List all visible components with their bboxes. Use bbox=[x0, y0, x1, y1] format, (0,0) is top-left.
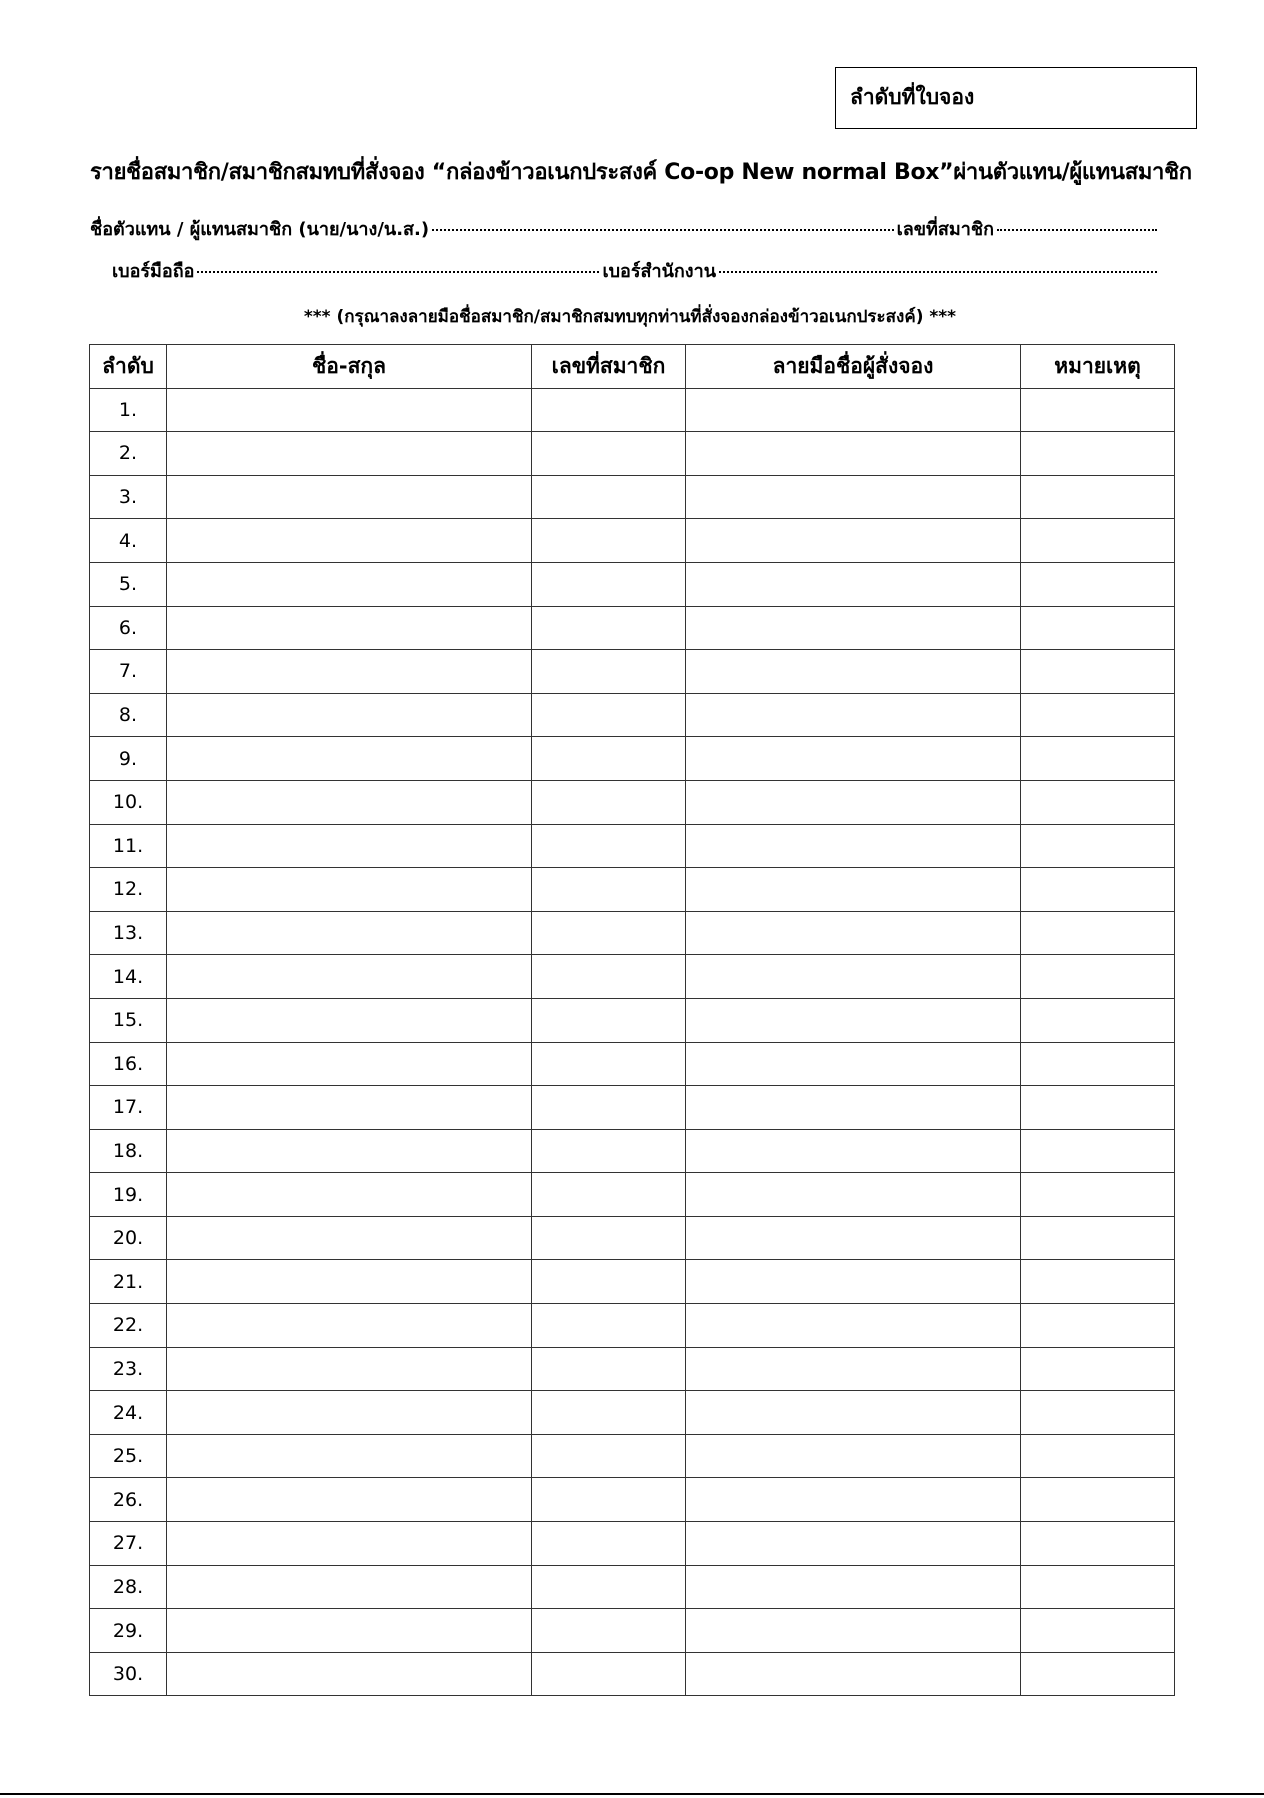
table-row bbox=[90, 606, 1175, 650]
table-row bbox=[90, 1434, 1175, 1478]
signature-cell[interactable] bbox=[686, 868, 1021, 912]
name-cell[interactable] bbox=[167, 1042, 532, 1086]
name-cell[interactable] bbox=[167, 693, 532, 737]
row-number: 20. bbox=[90, 1216, 167, 1260]
row-number: 7. bbox=[90, 650, 167, 694]
member-number-cell[interactable] bbox=[532, 1347, 686, 1391]
name-cell[interactable] bbox=[167, 1652, 532, 1696]
agent-info-line bbox=[90, 214, 1160, 243]
member-number-field[interactable] bbox=[997, 228, 1157, 231]
member-number-cell[interactable] bbox=[532, 519, 686, 563]
name-cell[interactable] bbox=[167, 1260, 532, 1304]
name-cell[interactable] bbox=[167, 432, 532, 476]
signature-cell[interactable] bbox=[686, 519, 1021, 563]
table-row bbox=[90, 1304, 1175, 1348]
table-row bbox=[90, 1086, 1175, 1130]
member-number-cell[interactable] bbox=[532, 1522, 686, 1566]
name-cell[interactable] bbox=[167, 1609, 532, 1653]
table-row bbox=[90, 737, 1175, 781]
signature-cell[interactable] bbox=[686, 998, 1021, 1042]
member-number-cell[interactable] bbox=[532, 432, 686, 476]
page-title: รายชื่อสมาชิก/สมาชิกสมทบที่สั่งจอง “กล่องข้าวอเนกประสงค์ Co-op New normal Box”ผ่านตัวแทน/ผู้แทนสมาชิก bbox=[90, 160, 1192, 185]
signature-cell[interactable] bbox=[686, 911, 1021, 955]
remark-cell[interactable] bbox=[1021, 1216, 1175, 1260]
member-number-cell[interactable] bbox=[532, 998, 686, 1042]
member-number-cell[interactable] bbox=[532, 1216, 686, 1260]
table-row bbox=[90, 1522, 1175, 1566]
name-cell[interactable] bbox=[167, 1434, 532, 1478]
row-number: 13. bbox=[90, 911, 167, 955]
row-number: 23. bbox=[90, 1347, 167, 1391]
remark-cell[interactable] bbox=[1021, 1042, 1175, 1086]
row-number: 30. bbox=[90, 1652, 167, 1696]
name-cell[interactable] bbox=[167, 868, 532, 912]
row-number: 4. bbox=[90, 519, 167, 563]
phone-info-line bbox=[112, 256, 1160, 285]
remark-cell[interactable] bbox=[1021, 780, 1175, 824]
name-cell[interactable] bbox=[167, 911, 532, 955]
member-number-cell[interactable] bbox=[532, 1173, 686, 1217]
table-row bbox=[90, 693, 1175, 737]
table-row bbox=[90, 562, 1175, 606]
remark-cell[interactable] bbox=[1021, 519, 1175, 563]
member-number-cell[interactable] bbox=[532, 1652, 686, 1696]
header-signature: ลายมือชื่อผู้สั่งจอง bbox=[686, 345, 1021, 389]
order-table bbox=[89, 344, 1175, 1696]
table-row bbox=[90, 519, 1175, 563]
remark-cell[interactable] bbox=[1021, 1304, 1175, 1348]
remark-cell[interactable] bbox=[1021, 955, 1175, 999]
remark-cell[interactable] bbox=[1021, 1260, 1175, 1304]
name-cell[interactable] bbox=[167, 1304, 532, 1348]
row-number: 3. bbox=[90, 475, 167, 519]
name-cell[interactable] bbox=[167, 955, 532, 999]
row-number: 2. bbox=[90, 432, 167, 476]
row-number: 15. bbox=[90, 998, 167, 1042]
name-cell[interactable] bbox=[167, 1522, 532, 1566]
member-number-cell[interactable] bbox=[532, 824, 686, 868]
remark-cell[interactable] bbox=[1021, 388, 1175, 432]
signature-instruction: *** (กรุณาลงลายมือชื่อสมาชิก/สมาชิกสมทบทุกท่านที่สั่งจองกล่องข้าวอเนกประสงค์) *** bbox=[303, 307, 957, 327]
name-cell[interactable] bbox=[167, 606, 532, 650]
signature-cell[interactable] bbox=[686, 955, 1021, 999]
signature-cell[interactable] bbox=[686, 432, 1021, 476]
remark-cell[interactable] bbox=[1021, 737, 1175, 781]
table-row bbox=[90, 1347, 1175, 1391]
table-row bbox=[90, 780, 1175, 824]
member-number-cell[interactable] bbox=[532, 562, 686, 606]
header-remark: หมายเหตุ bbox=[1021, 345, 1175, 389]
remark-cell[interactable] bbox=[1021, 1478, 1175, 1522]
table-header-row bbox=[90, 345, 1175, 389]
signature-cell[interactable] bbox=[686, 650, 1021, 694]
member-number-cell[interactable] bbox=[532, 780, 686, 824]
signature-cell[interactable] bbox=[686, 1391, 1021, 1435]
remark-cell[interactable] bbox=[1021, 911, 1175, 955]
table-row bbox=[90, 1129, 1175, 1173]
name-cell[interactable] bbox=[167, 650, 532, 694]
name-cell[interactable] bbox=[167, 737, 532, 781]
name-cell[interactable] bbox=[167, 1173, 532, 1217]
table-row bbox=[90, 388, 1175, 432]
signature-cell[interactable] bbox=[686, 606, 1021, 650]
signature-cell[interactable] bbox=[686, 693, 1021, 737]
row-number: 9. bbox=[90, 737, 167, 781]
row-number: 18. bbox=[90, 1129, 167, 1173]
remark-cell[interactable] bbox=[1021, 1129, 1175, 1173]
member-number-cell[interactable] bbox=[532, 693, 686, 737]
row-number: 24. bbox=[90, 1391, 167, 1435]
row-number: 12. bbox=[90, 868, 167, 912]
member-number-label: เลขที่สมาชิก bbox=[896, 219, 994, 240]
member-number-cell[interactable] bbox=[532, 1609, 686, 1653]
table-row bbox=[90, 650, 1175, 694]
name-cell[interactable] bbox=[167, 1347, 532, 1391]
remark-cell[interactable] bbox=[1021, 1522, 1175, 1566]
name-cell[interactable] bbox=[167, 562, 532, 606]
remark-cell[interactable] bbox=[1021, 1391, 1175, 1435]
remark-cell[interactable] bbox=[1021, 868, 1175, 912]
signature-cell[interactable] bbox=[686, 1216, 1021, 1260]
signature-cell[interactable] bbox=[686, 1522, 1021, 1566]
remark-cell[interactable] bbox=[1021, 1434, 1175, 1478]
signature-cell[interactable] bbox=[686, 1086, 1021, 1130]
table-row bbox=[90, 868, 1175, 912]
signature-cell[interactable] bbox=[686, 475, 1021, 519]
name-cell[interactable] bbox=[167, 1391, 532, 1435]
table-row bbox=[90, 911, 1175, 955]
table-row bbox=[90, 998, 1175, 1042]
table-row bbox=[90, 824, 1175, 868]
member-number-cell[interactable] bbox=[532, 1260, 686, 1304]
member-number-cell[interactable] bbox=[532, 606, 686, 650]
order-number-label: ลำดับที่ใบจอง bbox=[850, 85, 975, 109]
row-number: 27. bbox=[90, 1522, 167, 1566]
remark-cell[interactable] bbox=[1021, 1086, 1175, 1130]
name-cell[interactable] bbox=[167, 388, 532, 432]
remark-cell[interactable] bbox=[1021, 606, 1175, 650]
mobile-label: เบอร์มือถือ bbox=[112, 261, 195, 282]
member-number-cell[interactable] bbox=[532, 1565, 686, 1609]
header-member-no: เลขที่สมาชิก bbox=[532, 345, 686, 389]
signature-cell[interactable] bbox=[686, 1565, 1021, 1609]
signature-cell[interactable] bbox=[686, 562, 1021, 606]
signature-cell[interactable] bbox=[686, 1173, 1021, 1217]
row-number: 11. bbox=[90, 824, 167, 868]
signature-cell[interactable] bbox=[686, 1434, 1021, 1478]
row-number: 22. bbox=[90, 1304, 167, 1348]
signature-cell[interactable] bbox=[686, 1042, 1021, 1086]
name-cell[interactable] bbox=[167, 1086, 532, 1130]
row-number: 14. bbox=[90, 955, 167, 999]
signature-cell[interactable] bbox=[686, 1609, 1021, 1653]
remark-cell[interactable] bbox=[1021, 432, 1175, 476]
member-number-cell[interactable] bbox=[532, 388, 686, 432]
header-no: ลำดับ bbox=[90, 345, 167, 389]
remark-cell[interactable] bbox=[1021, 1652, 1175, 1696]
row-number: 29. bbox=[90, 1609, 167, 1653]
table-row bbox=[90, 1652, 1175, 1696]
member-number-cell[interactable] bbox=[532, 1042, 686, 1086]
remark-cell[interactable] bbox=[1021, 650, 1175, 694]
member-number-cell[interactable] bbox=[532, 1129, 686, 1173]
header-name: ชื่อ-สกุล bbox=[167, 345, 532, 389]
signature-cell[interactable] bbox=[686, 1478, 1021, 1522]
name-cell[interactable] bbox=[167, 824, 532, 868]
remark-cell[interactable] bbox=[1021, 562, 1175, 606]
name-cell[interactable] bbox=[167, 1565, 532, 1609]
name-cell[interactable] bbox=[167, 780, 532, 824]
member-number-cell[interactable] bbox=[532, 955, 686, 999]
table-row bbox=[90, 1565, 1175, 1609]
signature-cell[interactable] bbox=[686, 737, 1021, 781]
row-number: 10. bbox=[90, 780, 167, 824]
office-phone-field[interactable] bbox=[719, 270, 1157, 273]
name-cell[interactable] bbox=[167, 1129, 532, 1173]
member-number-cell[interactable] bbox=[532, 1478, 686, 1522]
table-row bbox=[90, 1216, 1175, 1260]
row-number: 28. bbox=[90, 1565, 167, 1609]
table-row bbox=[90, 1260, 1175, 1304]
order-number-box bbox=[835, 67, 1197, 129]
member-number-cell[interactable] bbox=[532, 650, 686, 694]
member-number-cell[interactable] bbox=[532, 911, 686, 955]
row-number: 16. bbox=[90, 1042, 167, 1086]
signature-cell[interactable] bbox=[686, 388, 1021, 432]
row-number: 8. bbox=[90, 693, 167, 737]
name-cell[interactable] bbox=[167, 475, 532, 519]
member-number-cell[interactable] bbox=[532, 1086, 686, 1130]
signature-cell[interactable] bbox=[686, 780, 1021, 824]
member-number-cell[interactable] bbox=[532, 475, 686, 519]
row-number: 5. bbox=[90, 562, 167, 606]
member-number-cell[interactable] bbox=[532, 868, 686, 912]
name-cell[interactable] bbox=[167, 1216, 532, 1260]
table-row bbox=[90, 1391, 1175, 1435]
row-number: 1. bbox=[90, 388, 167, 432]
table-row bbox=[90, 955, 1175, 999]
bottom-rule bbox=[0, 1793, 1264, 1795]
remark-cell[interactable] bbox=[1021, 1565, 1175, 1609]
name-cell[interactable] bbox=[167, 519, 532, 563]
signature-cell[interactable] bbox=[686, 1129, 1021, 1173]
table-row bbox=[90, 1173, 1175, 1217]
remark-cell[interactable] bbox=[1021, 1347, 1175, 1391]
agent-name-field[interactable] bbox=[432, 228, 893, 231]
signature-cell[interactable] bbox=[686, 1304, 1021, 1348]
signature-cell[interactable] bbox=[686, 1347, 1021, 1391]
member-number-cell[interactable] bbox=[532, 1304, 686, 1348]
remark-cell[interactable] bbox=[1021, 693, 1175, 737]
remark-cell[interactable] bbox=[1021, 824, 1175, 868]
table-row bbox=[90, 475, 1175, 519]
table-row bbox=[90, 432, 1175, 476]
row-number: 21. bbox=[90, 1260, 167, 1304]
member-number-cell[interactable] bbox=[532, 1391, 686, 1435]
row-number: 19. bbox=[90, 1173, 167, 1217]
row-number: 17. bbox=[90, 1086, 167, 1130]
table-row bbox=[90, 1478, 1175, 1522]
name-cell[interactable] bbox=[167, 998, 532, 1042]
mobile-field[interactable] bbox=[197, 270, 599, 273]
member-number-cell[interactable] bbox=[532, 1434, 686, 1478]
signature-cell[interactable] bbox=[686, 1260, 1021, 1304]
remark-cell[interactable] bbox=[1021, 1173, 1175, 1217]
remark-cell[interactable] bbox=[1021, 1609, 1175, 1653]
table-row bbox=[90, 1042, 1175, 1086]
name-cell[interactable] bbox=[167, 1478, 532, 1522]
row-number: 26. bbox=[90, 1478, 167, 1522]
remark-cell[interactable] bbox=[1021, 475, 1175, 519]
row-number: 25. bbox=[90, 1434, 167, 1478]
row-number: 6. bbox=[90, 606, 167, 650]
signature-cell[interactable] bbox=[686, 824, 1021, 868]
office-phone-label: เบอร์สำนักงาน bbox=[602, 261, 717, 282]
remark-cell[interactable] bbox=[1021, 998, 1175, 1042]
table-row bbox=[90, 1609, 1175, 1653]
signature-cell[interactable] bbox=[686, 1652, 1021, 1696]
agent-name-label: ชื่อตัวแทน / ผู้แทนสมาชิก (นาย/นาง/น.ส.) bbox=[90, 219, 430, 240]
member-number-cell[interactable] bbox=[532, 737, 686, 781]
